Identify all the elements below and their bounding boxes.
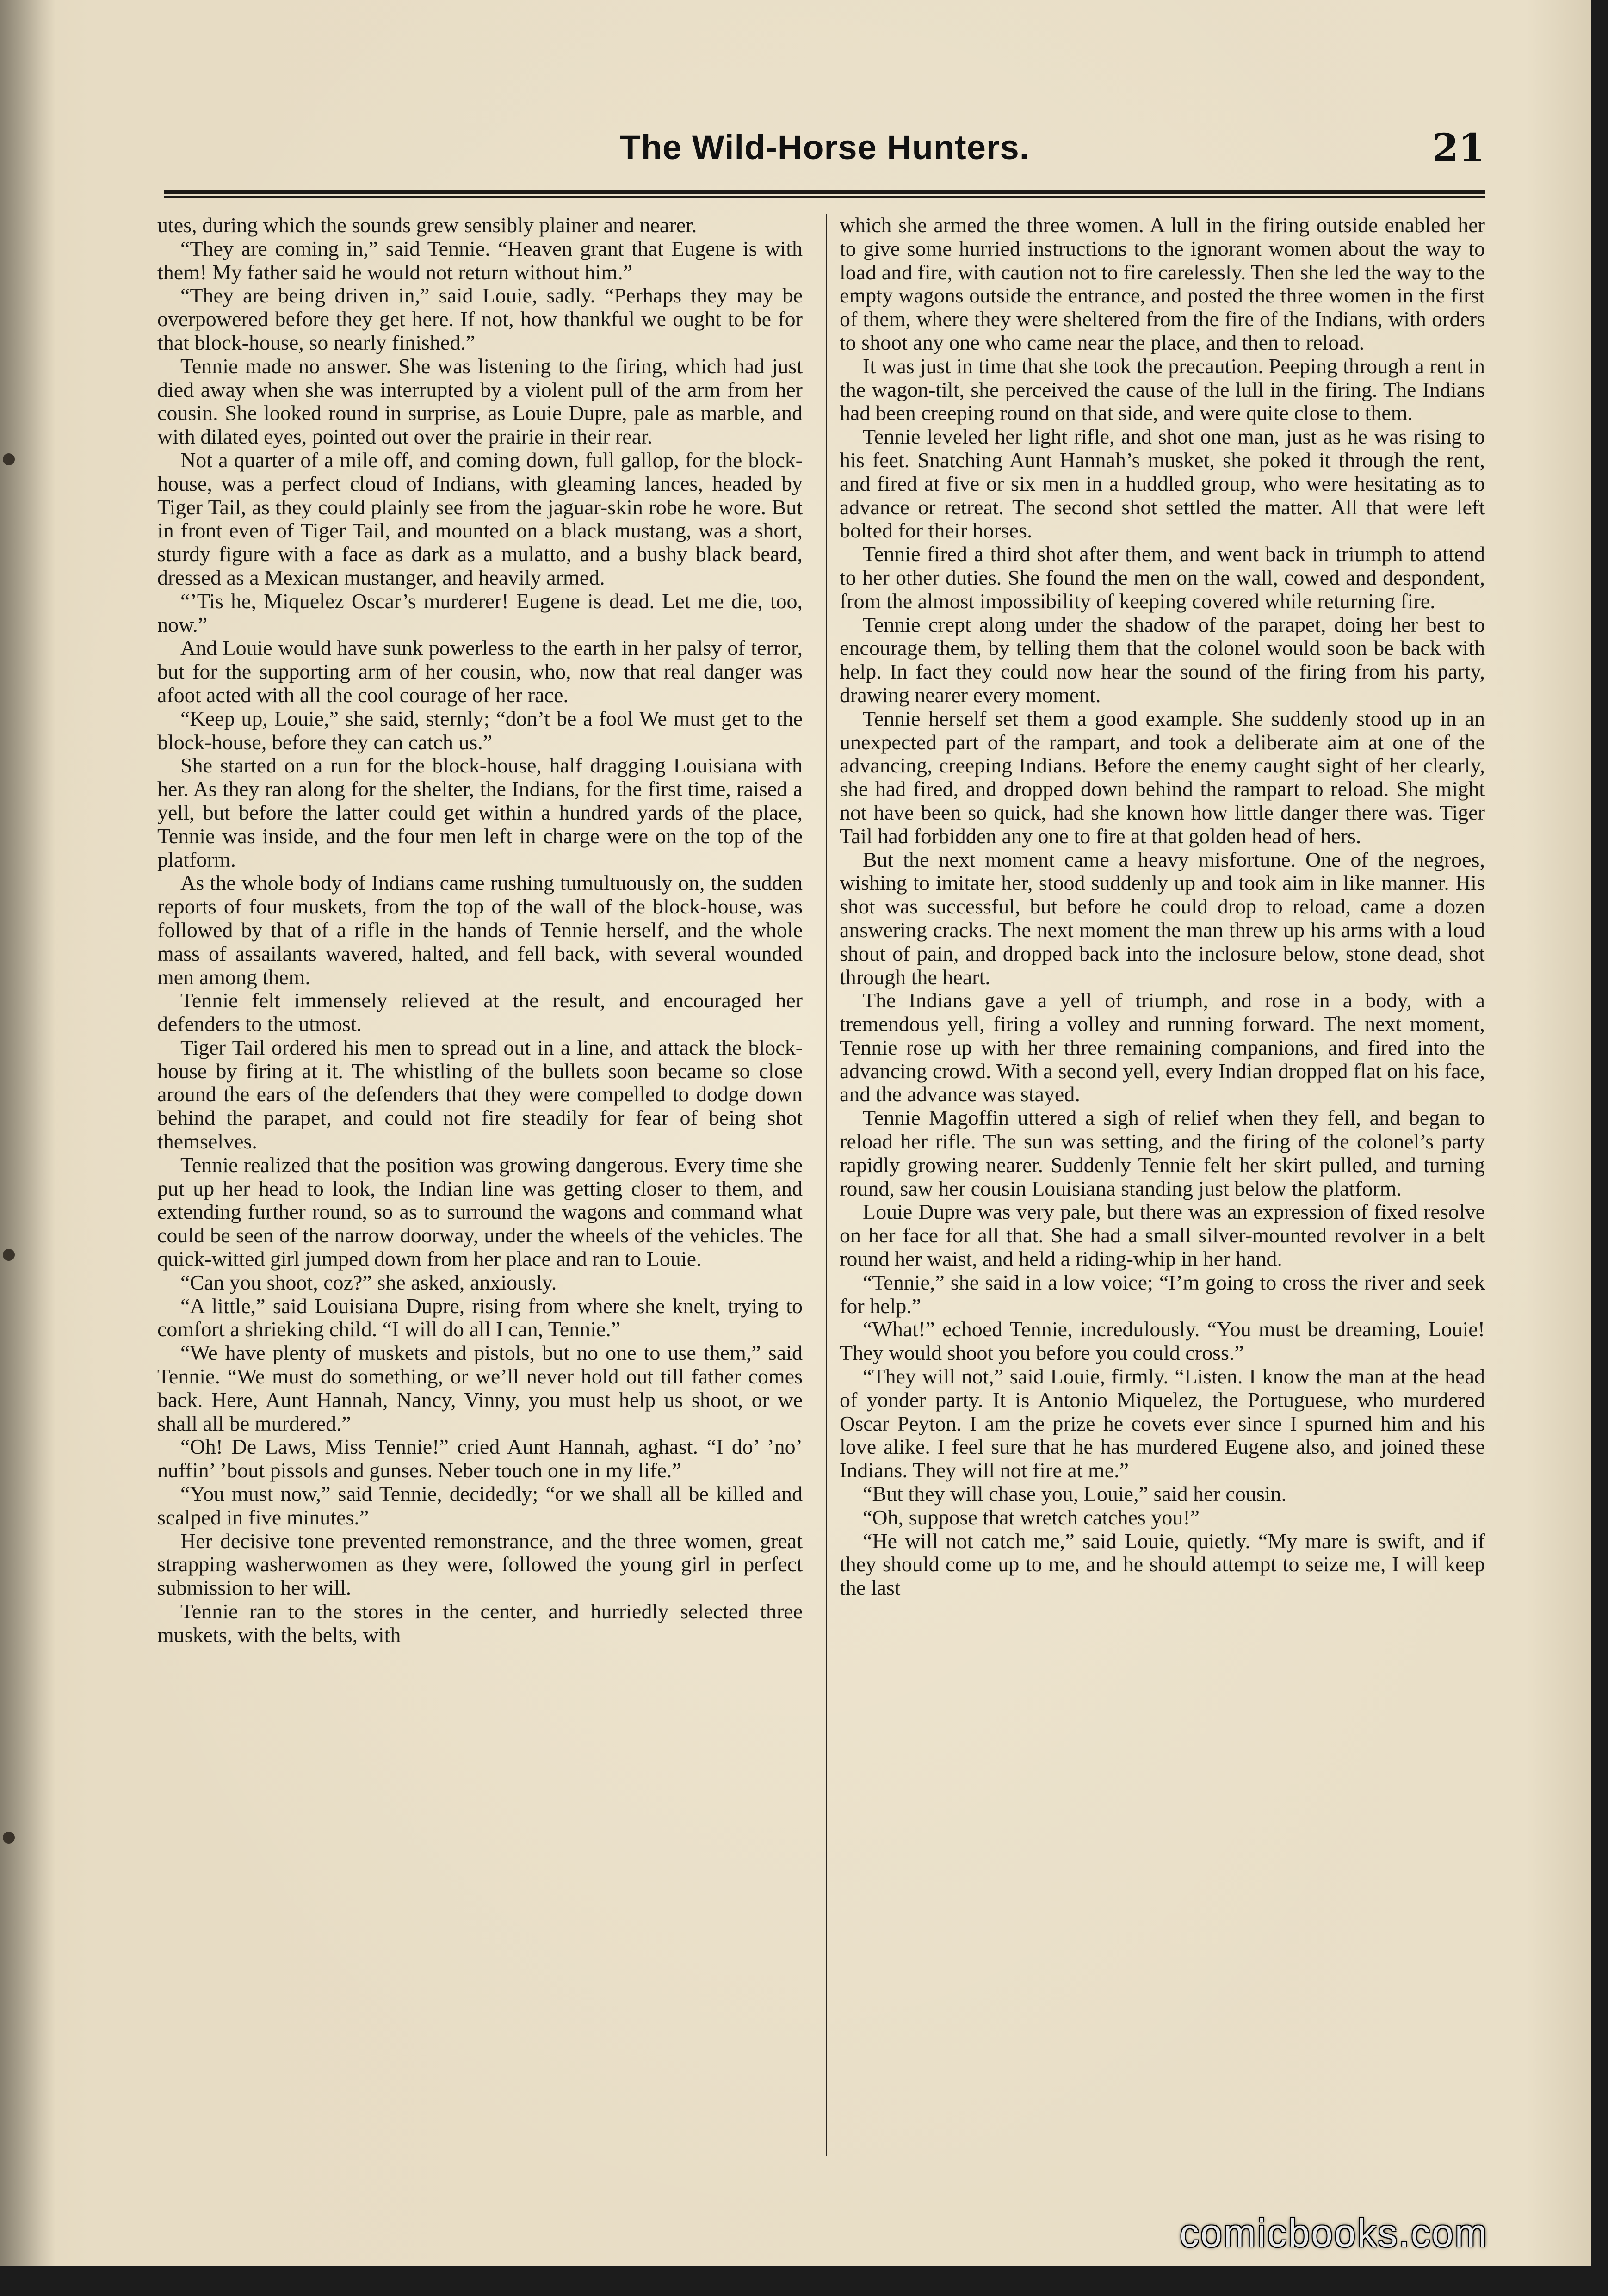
header-rule bbox=[164, 190, 1485, 194]
paragraph: “They are coming in,” said Tennie. “Heaven grant that Eugene is with them! My father said he would not return without him.” bbox=[157, 236, 803, 284]
paragraph: But the next moment came a heavy misfortune. One of the negroes, wishing to imitate her, stood suddenly up and took aim in like manner. His shot was successful, but before he could drop to reload, came a dozen answering cracks. The next moment the man threw up his arms with a loud shout of pain, and dropped back into the inclosure below, stone dead, shot through the heart. bbox=[840, 847, 1485, 989]
page-number: 21 bbox=[1432, 126, 1485, 170]
paragraph: Tennie leveled her light rifle, and shot one man, just as he was rising to his feet. Snatching Aunt Hannah’s musket, she poked it through the rent, and fired at five or six men in a huddled group, who were hesitating as to advance or retreat. The second shot settled the matter. All that were left bolted for their horses. bbox=[840, 425, 1485, 543]
spine-shadow bbox=[0, 0, 56, 2266]
paragraph: The Indians gave a yell of triumph, and rose in a body, with a tremendous yell, firing a volley and running forward. The next moment, Tennie rose up with her three remaining companions, and fired into the advancing crowd. With a second yell, every Indian dropped flat on his face, and the advance was stayed. bbox=[840, 988, 1485, 1106]
binding-hole bbox=[3, 1249, 15, 1261]
binding-hole bbox=[3, 453, 15, 465]
paragraph: “But they will chase you, Louie,” said her cousin. bbox=[863, 1482, 1286, 1506]
paragraph: Not a quarter of a mile off, and coming down, full gallop, for the block-house, was a perfect cloud of Indians, with gleaming lances, headed by Tiger Tail, as they could plainly see from the jaguar-skin robe he wore. But in front even of Tiger Tail, and mounted on a black mustang, was a short, sturdy figure with a face as dark as a mulatto, and a bushy black beard, dressed as a Mexican mustanger, and heavily armed. bbox=[157, 448, 803, 589]
paragraph: Her decisive tone prevented remonstrance, and the three women, great strapping washerwomen as they were, followed the young girl in perfect submission to her will. bbox=[157, 1529, 803, 1600]
paragraph: “We have plenty of muskets and pistols, but no one to use them,” said Tennie. “We must do something, or we’ll never hold out till father comes back. Here, Aunt Hannah, Nancy, Vinny, you must help us shoot, or we shall all be murdered.” bbox=[157, 1341, 803, 1435]
paragraph: Tennie Magoffin uttered a sigh of relief when they fell, and began to reload her rifle. The sun was setting, and the firing of the colonel’s party rapidly growing nearer. Suddenly Tennie felt her skirt pulled, and turning round, saw her cousin Louisiana standing just below the platform. bbox=[840, 1106, 1485, 1200]
paragraph: utes, during which the sounds grew sensibly plainer and nearer. bbox=[157, 214, 697, 237]
paragraph: “’Tis he, Miquelez Oscar’s murderer! Eugene is dead. Let me die, too, now.” bbox=[157, 589, 803, 636]
paragraph: “Can you shoot, coz?” she asked, anxiously. bbox=[180, 1270, 557, 1294]
watermark-text: comicbooks.com bbox=[1180, 2211, 1489, 2255]
paragraph: And Louie would have sunk powerless to the earth in her palsy of terror, but for the supporting arm of her cousin, who, now that real danger was afoot acted with all the cool courage of her race. bbox=[157, 636, 803, 707]
paragraph: Tennie fired a third shot after them, and went back in triumph to attend to her other duties. She found the men on the wall, cowed and despondent, from the almost impossibility of keeping covered while returning fire. bbox=[840, 542, 1485, 613]
paragraph: “Keep up, Louie,” she said, sternly; “don’t be a fool We must get to the block-house, before they can catch us.” bbox=[157, 706, 803, 754]
paragraph: “They will not,” said Louie, firmly. “Listen. I know the man at the head of yonder party. It is Antonio Miquelez, the Portuguese, who murdered Oscar Peyton. I am the prize he covets ever since I spurned him and his love alike. I feel sure that he has murdered Eugene also, and joined these Indians. They will not fire at me.” bbox=[840, 1364, 1485, 1482]
paragraph: “Tennie,” she said in a low voice; “I’m going to cross the river and seek for help.” bbox=[840, 1270, 1485, 1318]
paragraph: Tennie crept along under the shadow of the parapet, doing her best to encourage them, by telling them that the colonel would soon be back with help. In fact they could now hear the sound of the firing from his party, drawing nearer every moment. bbox=[840, 612, 1485, 707]
paragraph: Tennie made no answer. She was listening to the firing, which had just died away when she was interrupted by a violent pull of the arm from her cousin. She looked round in surprise, as Louie Dupre, pale as marble, and with dilated eyes, pointed out over the prairie in their rear. bbox=[157, 354, 803, 449]
paragraph: “He will not catch me,” said Louie, quietly. “My mare is swift, and if they should come up to me, and he should attempt to seize me, I will keep the last bbox=[840, 1529, 1485, 1600]
running-header bbox=[164, 128, 1485, 179]
paragraph: Tennie felt immensely relieved at the result, and encouraged her defenders to the utmost. bbox=[157, 988, 803, 1036]
column-divider bbox=[826, 214, 827, 2156]
paragraph: Tennie realized that the position was growing dangerous. Every time she put up her head to look, the Indian line was getting closer to them, and extending further round, so as to surround the wagons and command what could be seen of the narrow doorway, under the wheels of the vehicles. The quick-witted girl jumped down from her place and ran to Louie. bbox=[157, 1153, 803, 1271]
paragraph: It was just in time that she took the precaution. Peeping through a rent in the wagon-tilt, she perceived the cause of the lull in the firing. The Indians had been creeping round on that side, and were quite close to them. bbox=[840, 354, 1485, 425]
paragraph: Tennie herself set them a good example. She suddenly stood up in an unexpected part of the rampart, and took a deliberate aim at one of the advancing, creeping Indians. Before the enemy caught sight of her clearly, she had fired, and dropped down behind the rampart to reload. She might not have been so quick, had she known how little danger there was. Tiger Tail had forbidden any one to fire at that golden head of hers. bbox=[840, 706, 1485, 848]
paragraph: “What!” echoed Tennie, incredulously. “You must be dreaming, Louie! They would shoot you before you could cross.” bbox=[840, 1317, 1485, 1365]
paragraph: As the whole body of Indians came rushing tumultuously on, the sudden reports of four muskets, from the top of the wall of the block-house, was followed by that of a rifle in the hands of Tennie herself, and the whole mass of assailants wavered, halted, and fell back, with several wounded men among them. bbox=[157, 871, 803, 989]
binding-hole bbox=[3, 1832, 15, 1844]
paragraph: “You must now,” said Tennie, decidedly; “or we shall all be killed and scalped in five minutes.” bbox=[157, 1482, 803, 1529]
paragraph: “A little,” said Louisiana Dupre, rising from where she knelt, trying to comfort a shrieking child. “I will do all I can, Tennie.” bbox=[157, 1294, 803, 1341]
paragraph: Tiger Tail ordered his men to spread out in a line, and attack the block-house by firing at it. The whistling of the bullets soon became so close around the ears of the defenders that they were compelled to dodge down behind the parapet, and could not fire steadily for fear of being shot themselves. bbox=[157, 1035, 803, 1154]
right-text-column bbox=[840, 214, 1485, 2166]
paragraph: which she armed the three women. A lull in the firing outside enabled her to give some hurried instructions to the ignorant women about the way to load and fire, with caution not to fire carelessly. Then she led the way to the empty wagons outside the entrance, and posted the three women in the first of them, where they were sheltered from the fire of the Indians, with orders to shoot any one who came near the place, and then to reload. bbox=[840, 214, 1485, 354]
paragraph: She started on a run for the block-house, half dragging Louisiana with her. As they ran along for the shelter, the Indians, for the first time, raised a yell, but before the latter could get within a hundred yards of the place, Tennie was inside, and the four men left in charge were on the top of the platform. bbox=[157, 753, 803, 871]
paragraph: “Oh, suppose that wretch catches you!” bbox=[863, 1505, 1200, 1529]
header-rule-thin bbox=[164, 196, 1485, 198]
paragraph: “Oh! De Laws, Miss Tennie!” cried Aunt Hannah, aghast. “I do’ ’no’ nuffin’ ’bout pissols and gunses. Neber touch one in my life.” bbox=[157, 1435, 803, 1482]
running-title: The Wild-Horse Hunters. bbox=[619, 128, 1030, 167]
paragraph: Louie Dupre was very pale, but there was an expression of fixed resolve on her face for all that. She had a small silver-mounted revolver in a belt round her waist, and held a riding-whip in her hand. bbox=[840, 1200, 1485, 1271]
left-text-column bbox=[157, 214, 803, 2166]
paragraph: “They are being driven in,” said Louie, sadly. “Perhaps they may be overpowered before they get here. If not, how thankful we ought to be for that block-house, so nearly finished.” bbox=[157, 284, 803, 354]
paragraph: Tennie ran to the stores in the center, and hurriedly selected three muskets, with the belts, with bbox=[157, 1599, 803, 1647]
